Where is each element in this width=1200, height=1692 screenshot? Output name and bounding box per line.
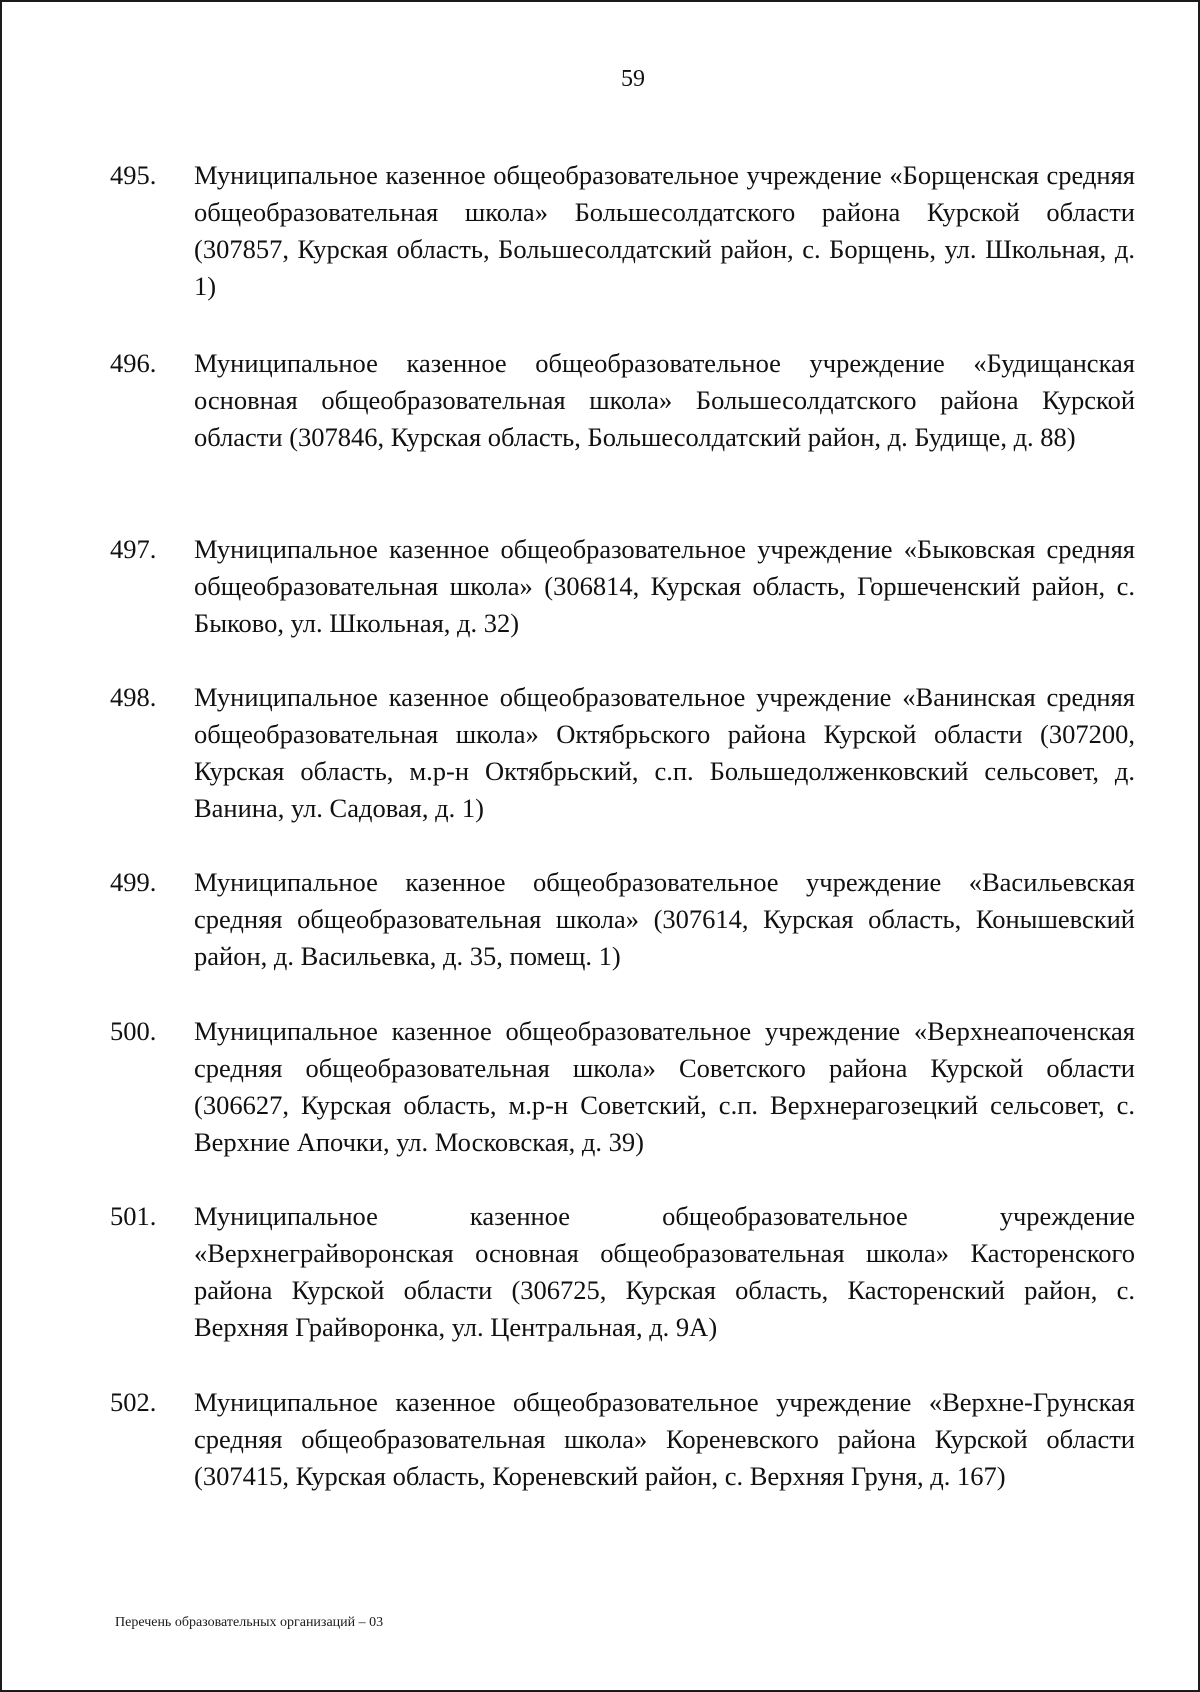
item-text: Муниципальное казенное общеобразовательное учреждение «Борщенская средняя общеобразовательная школа» Большесолдатского района Курской области (307857, Курская область, Большесолдатский район, с. Борщень, ул. Школьная, д. 1) bbox=[194, 160, 1135, 301]
list-item bbox=[110, 345, 1135, 456]
item-text: Муниципальное казенное общеобразовательное учреждение «Ванинская средняя общеобразовательная школа» Октябрьского района Курской области (307200, Курская область, м.р-н Октябрьский, с.п. Большедолженковский сельсовет, д. Ванина, ул. Садовая, д. 1) bbox=[194, 682, 1135, 823]
item-number: 499. bbox=[110, 867, 157, 897]
list-item bbox=[110, 1013, 1135, 1161]
list-item bbox=[110, 157, 1135, 305]
item-number: 495. bbox=[110, 160, 157, 190]
list-item bbox=[110, 1198, 1135, 1346]
item-text: Муниципальное казенное общеобразовательное учреждение «Верхнеапоченская средняя общеобразовательная школа» Советского района Курской области (306627, Курская область, м.р-н Советский, с.п. Верхнерагозецкий сельсовет, с. Верхние Апочки, ул. Московская, д. 39) bbox=[194, 1016, 1135, 1157]
item-text: Муниципальное казенное общеобразовательное учреждение «Быковская средняя общеобразовательная школа» (306814, Курская область, Горшеченский район, с. Быково, ул. Школьная, д. 32) bbox=[194, 534, 1135, 638]
footer-text: Перечень образовательных организаций – 03 bbox=[115, 1615, 384, 1630]
item-number: 501. bbox=[110, 1201, 157, 1231]
list-item bbox=[110, 679, 1135, 827]
item-number: 497. bbox=[110, 534, 157, 564]
item-number: 496. bbox=[110, 348, 157, 378]
item-text: Муниципальное казенное общеобразовательное учреждение «Верхне-Грунская средняя общеобразовательная школа» Кореневского района Курской области (307415, Курская область, Кореневский район, с. Верхняя Груня, д. 167) bbox=[194, 1387, 1135, 1491]
list-item bbox=[110, 864, 1135, 975]
list-item bbox=[110, 531, 1135, 642]
item-number: 502. bbox=[110, 1387, 157, 1417]
item-text: Муниципальное казенное общеобразовательное учреждение «Будищанская основная общеобразовательная школа» Большесолдатского района Курской области (307846, Курская область, Большесолдатский район, д. Будище, д. 88) bbox=[194, 348, 1135, 452]
item-number: 498. bbox=[110, 682, 157, 712]
item-text: Муниципальное казенное общеобразовательное учреждение «Верхнеграйворонская основная общеобразовательная школа» Касторенского района Курской области (306725, Курская область, Касторенский район, с. Верхняя Грайворонка, ул. Центральная, д. 9А) bbox=[194, 1201, 1135, 1342]
item-number: 500. bbox=[110, 1016, 157, 1046]
item-text: Муниципальное казенное общеобразовательное учреждение «Васильевская средняя общеобразовательная школа» (307614, Курская область, Конышевский район, д. Васильевка, д. 35, помещ. 1) bbox=[194, 867, 1135, 971]
list-item bbox=[110, 1384, 1135, 1495]
page-number: 59 bbox=[621, 66, 645, 92]
